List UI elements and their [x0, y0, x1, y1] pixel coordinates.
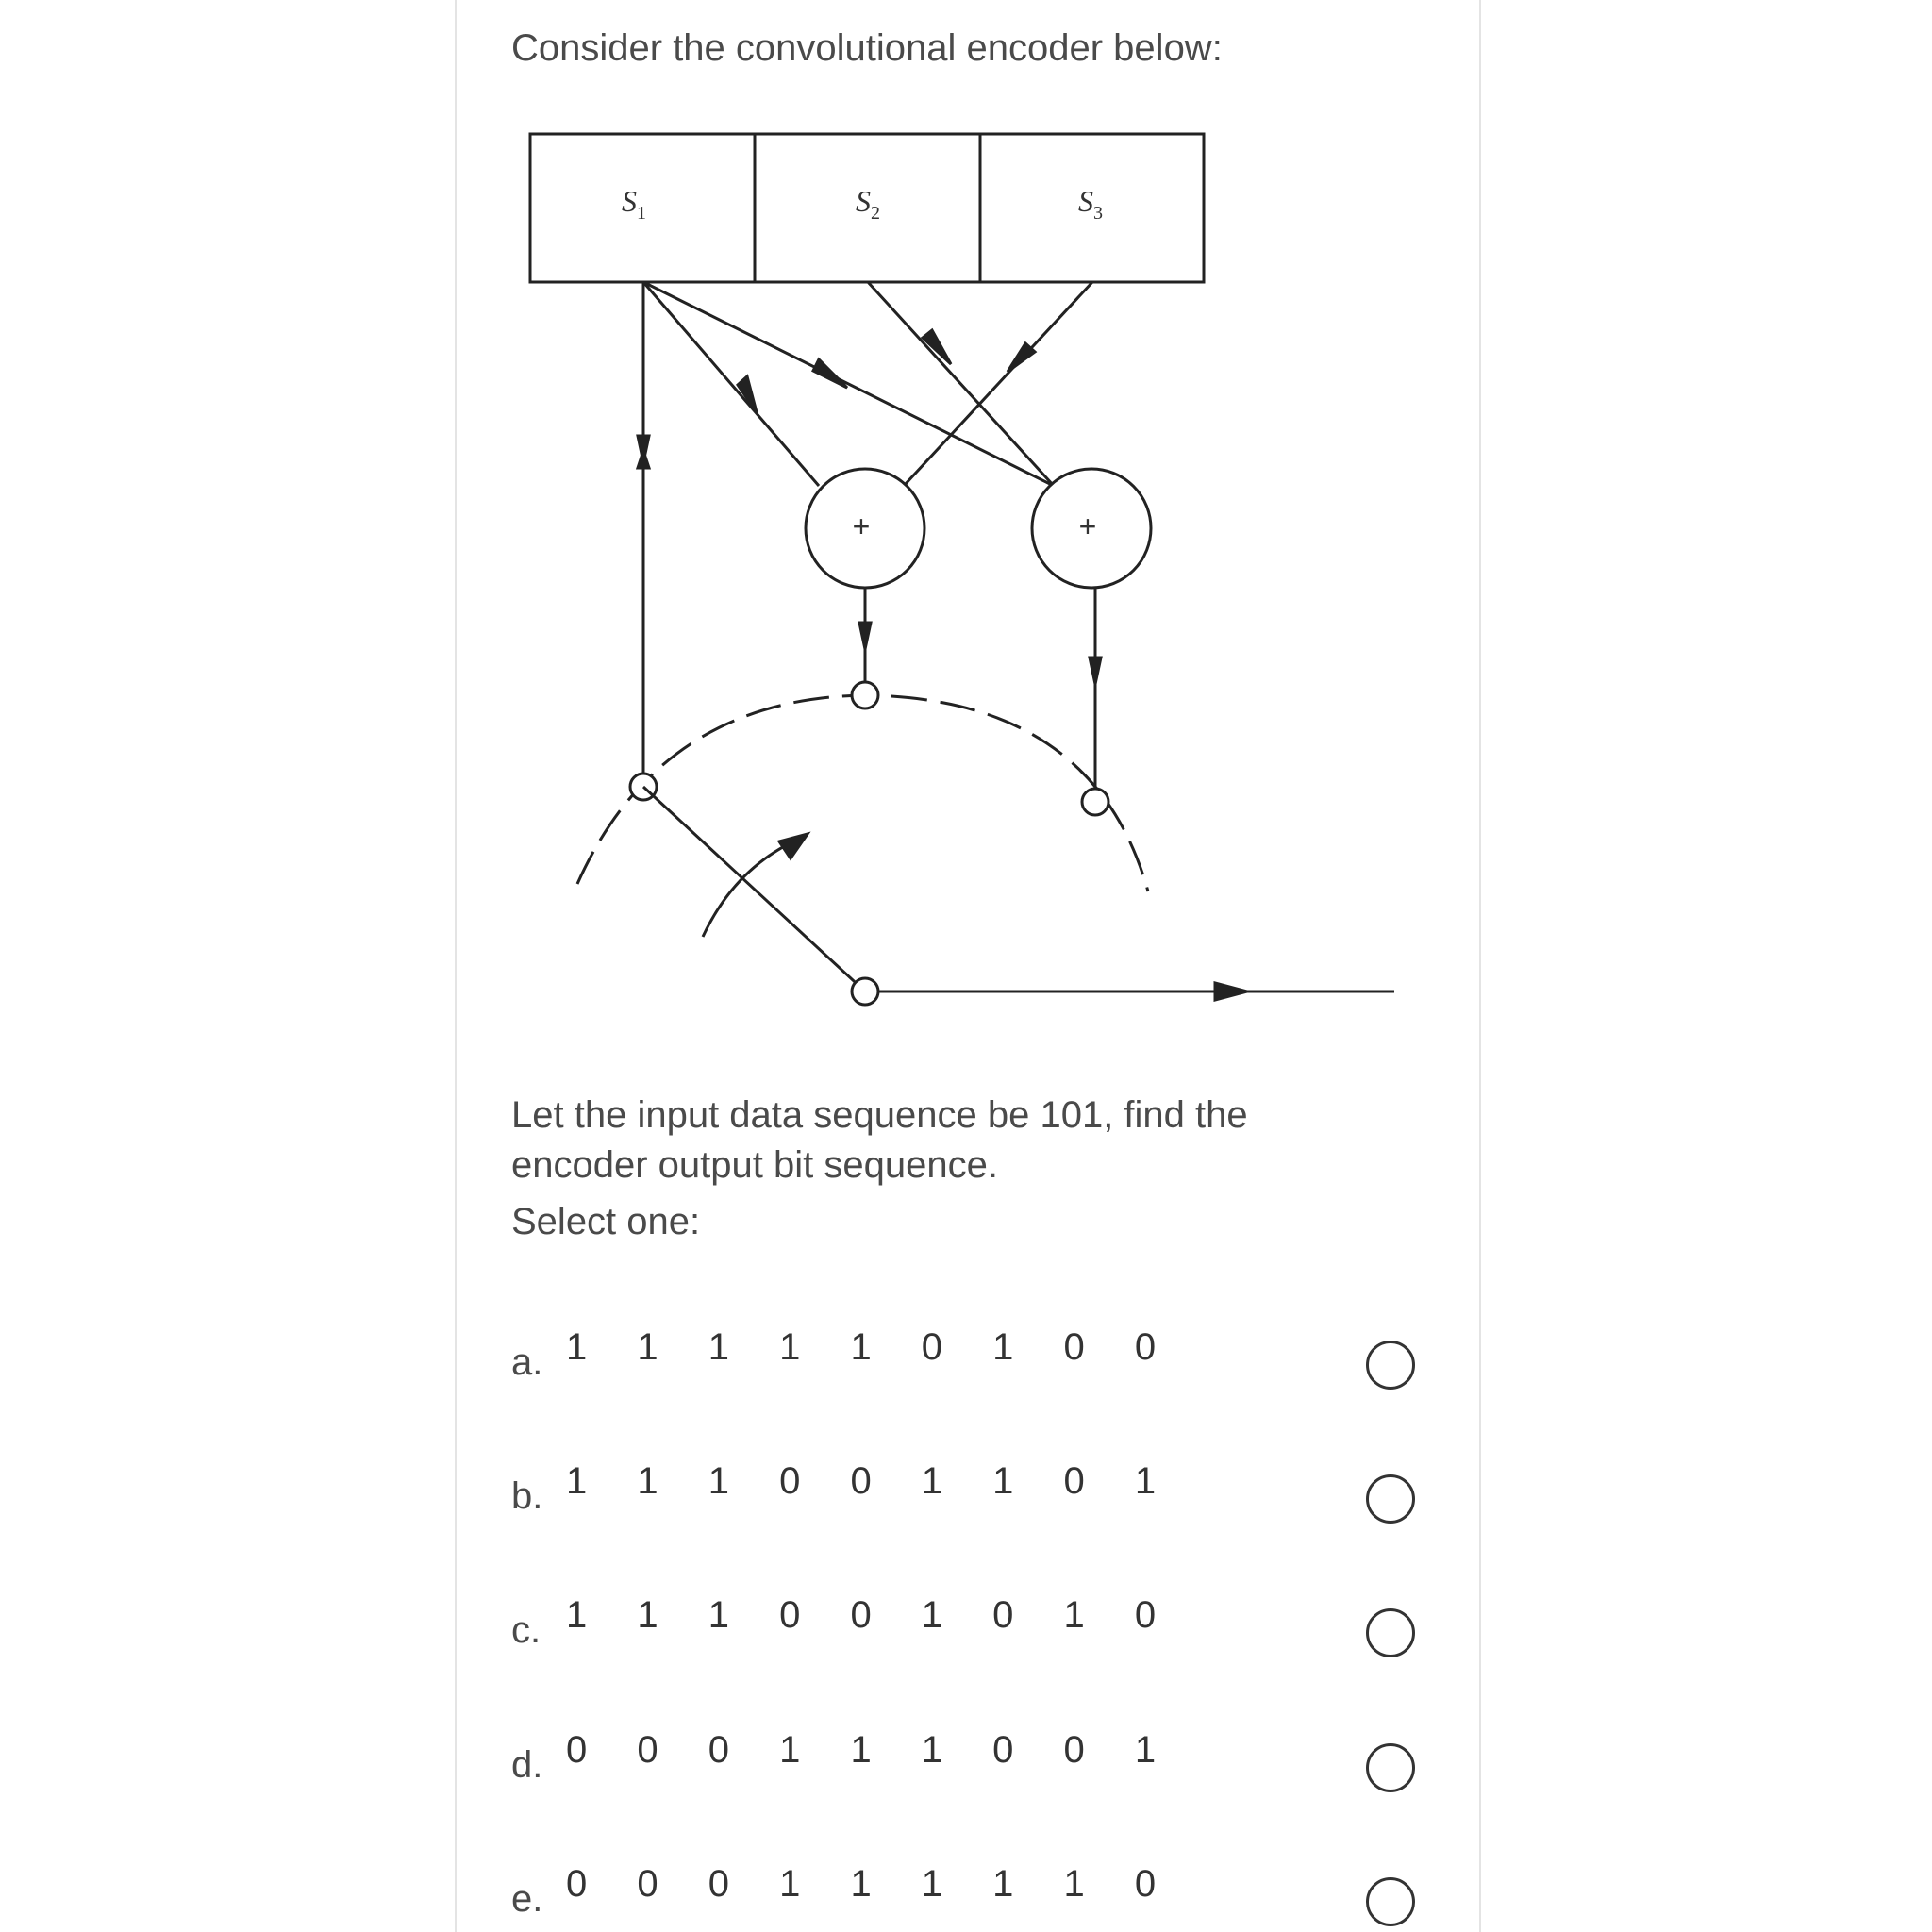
select-one-label: Select one: — [511, 1201, 701, 1242]
convolutional-encoder-diagram — [509, 123, 1415, 1028]
option-bits: 1 1 1 0 0 1 1 0 1 — [566, 1460, 1158, 1502]
s3-to-adder1-line — [904, 282, 1092, 486]
switch-arm — [643, 787, 865, 991]
option-bits: 1 1 1 1 1 0 1 0 0 — [566, 1326, 1158, 1368]
radio-button[interactable] — [1366, 1341, 1415, 1390]
adder-2-symbol: + — [1078, 509, 1097, 543]
register-label-s1: $S_1$ — [622, 184, 646, 224]
terminal-2 — [852, 682, 878, 708]
option-bits: 0 0 0 1 1 1 0 0 1 — [566, 1729, 1158, 1771]
radio-button[interactable] — [1366, 1608, 1415, 1657]
radio-button[interactable] — [1366, 1743, 1415, 1792]
option-letter: d. — [511, 1744, 543, 1786]
commutator-arc — [577, 695, 1148, 891]
s1-to-adder1-line — [643, 282, 819, 486]
terminal-3 — [1082, 789, 1108, 815]
s1-to-adder2-line — [643, 282, 1054, 486]
radio-button[interactable] — [1366, 1877, 1415, 1926]
answer-option-e[interactable] — [511, 1825, 1436, 1920]
option-bits: 0 0 0 1 1 1 1 1 0 — [566, 1863, 1158, 1905]
register-label-s3: $S_3$ — [1078, 184, 1103, 224]
radio-button[interactable] — [1366, 1474, 1415, 1524]
option-letter: e. — [511, 1878, 543, 1920]
s2-to-adder2-line — [868, 282, 1054, 486]
answer-option-d[interactable] — [511, 1691, 1436, 1786]
register-label-s2: $S_2$ — [856, 184, 880, 224]
question-intro: Consider the convolutional encoder below: — [511, 27, 1223, 69]
option-letter: c. — [511, 1609, 541, 1651]
option-bits: 1 1 1 0 0 1 0 1 0 — [566, 1594, 1158, 1636]
answer-option-a[interactable] — [511, 1289, 1436, 1383]
option-letter: b. — [511, 1475, 543, 1517]
question-prompt: Let the input data sequence be 101, find the encoder output bit sequence. — [511, 1094, 1248, 1186]
answer-option-c[interactable] — [511, 1557, 1436, 1651]
answer-option-b[interactable] — [511, 1423, 1436, 1517]
adder-1-symbol: + — [852, 509, 871, 543]
switch-pivot — [852, 978, 878, 1005]
option-letter: a. — [511, 1341, 543, 1383]
